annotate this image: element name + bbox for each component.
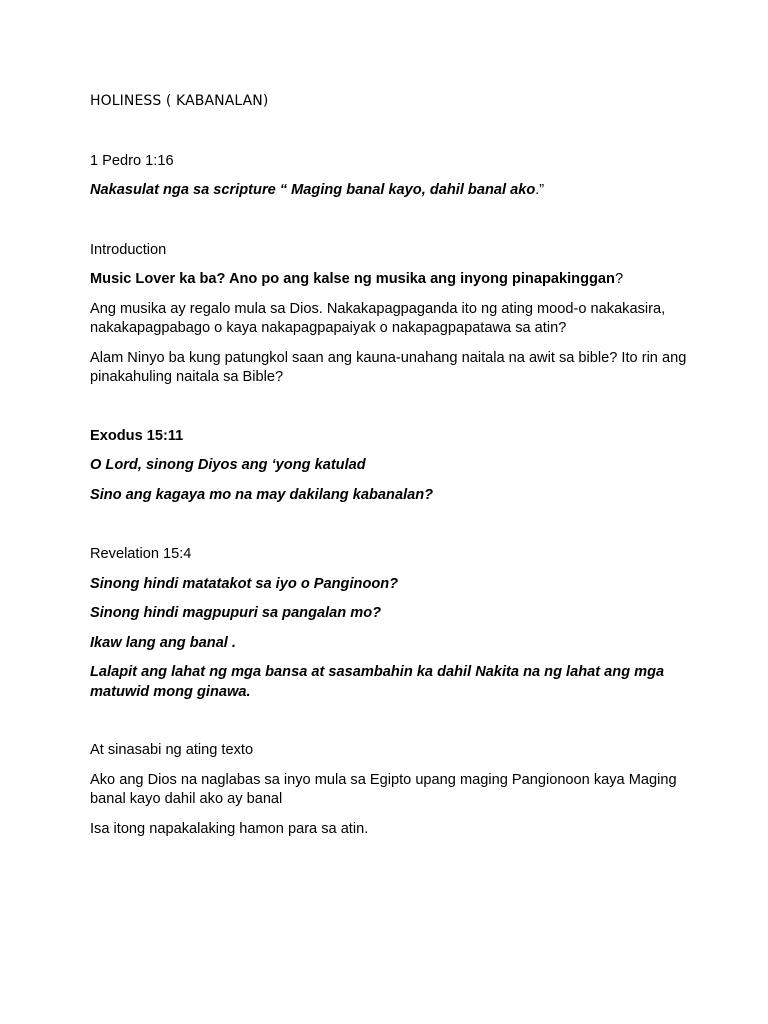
document-body bbox=[90, 92, 690, 839]
scripture-quote-text: Nakasulat nga sa scripture “ Maging banal kayo, dahil banal ako bbox=[90, 182, 536, 198]
exodus-reference: Exodus 15:11 bbox=[90, 427, 184, 444]
paragraph-music: Ang musika ay regalo mula sa Dios. Nakakapagpaganda ito ng ating mood-o nakakasira, nakakapagpabago o kaya nakapagpapaiyak o nakapagpapatawa sa atin? bbox=[90, 300, 666, 336]
exodus-line: Sino ang kagaya mo na may dakilang kabanalan? bbox=[90, 486, 434, 503]
scripture-quote bbox=[90, 181, 690, 201]
paragraph-challenge: Isa itong napakalaking hamon para sa atin. bbox=[90, 820, 369, 837]
scripture-quote-end: .” bbox=[535, 182, 545, 198]
verse-reference: 1 Pedro 1:16 bbox=[90, 152, 174, 169]
intro-question-text: Music Lover ka ba? Ano po ang kalse ng musika ang inyong pinapakinggan bbox=[90, 271, 615, 287]
exodus-line: O Lord, sinong Diyos ang ‘yong katulad bbox=[90, 457, 366, 473]
intro-question bbox=[90, 270, 690, 290]
revelation-reference: Revelation 15:4 bbox=[90, 546, 192, 562]
intro-question-mark: ? bbox=[614, 271, 624, 287]
revelation-line: Sinong hindi matatakot sa iyo o Panginoon? bbox=[90, 575, 399, 592]
revelation-line: Ikaw lang ang banal . bbox=[90, 634, 236, 651]
revelation-line: Lalapit ang lahat ng mga bansa at sasambahin ka dahil Nakita na ng lahat ang mga matuwid mong ginawa. bbox=[90, 664, 665, 700]
paragraph-first-song: Alam Ninyo ba kung patungkol saan ang kauna-unahang naitala na awit sa bible? Ito rin ang pinakahuling naitala sa Bible? bbox=[90, 349, 687, 385]
paragraph-egypt: Ako ang Dios na naglabas sa inyo mula sa Egipto upang maging Pangionoon kaya Maging banal kayo dahil ako ay banal bbox=[90, 771, 677, 807]
texto-heading: At sinasabi ng ating texto bbox=[90, 742, 254, 758]
document-title: HOLINESS ( KABANALAN) bbox=[90, 93, 269, 109]
introduction-heading: Introduction bbox=[90, 241, 167, 258]
revelation-line: Sinong hindi magpupuri sa pangalan mo? bbox=[90, 605, 382, 621]
